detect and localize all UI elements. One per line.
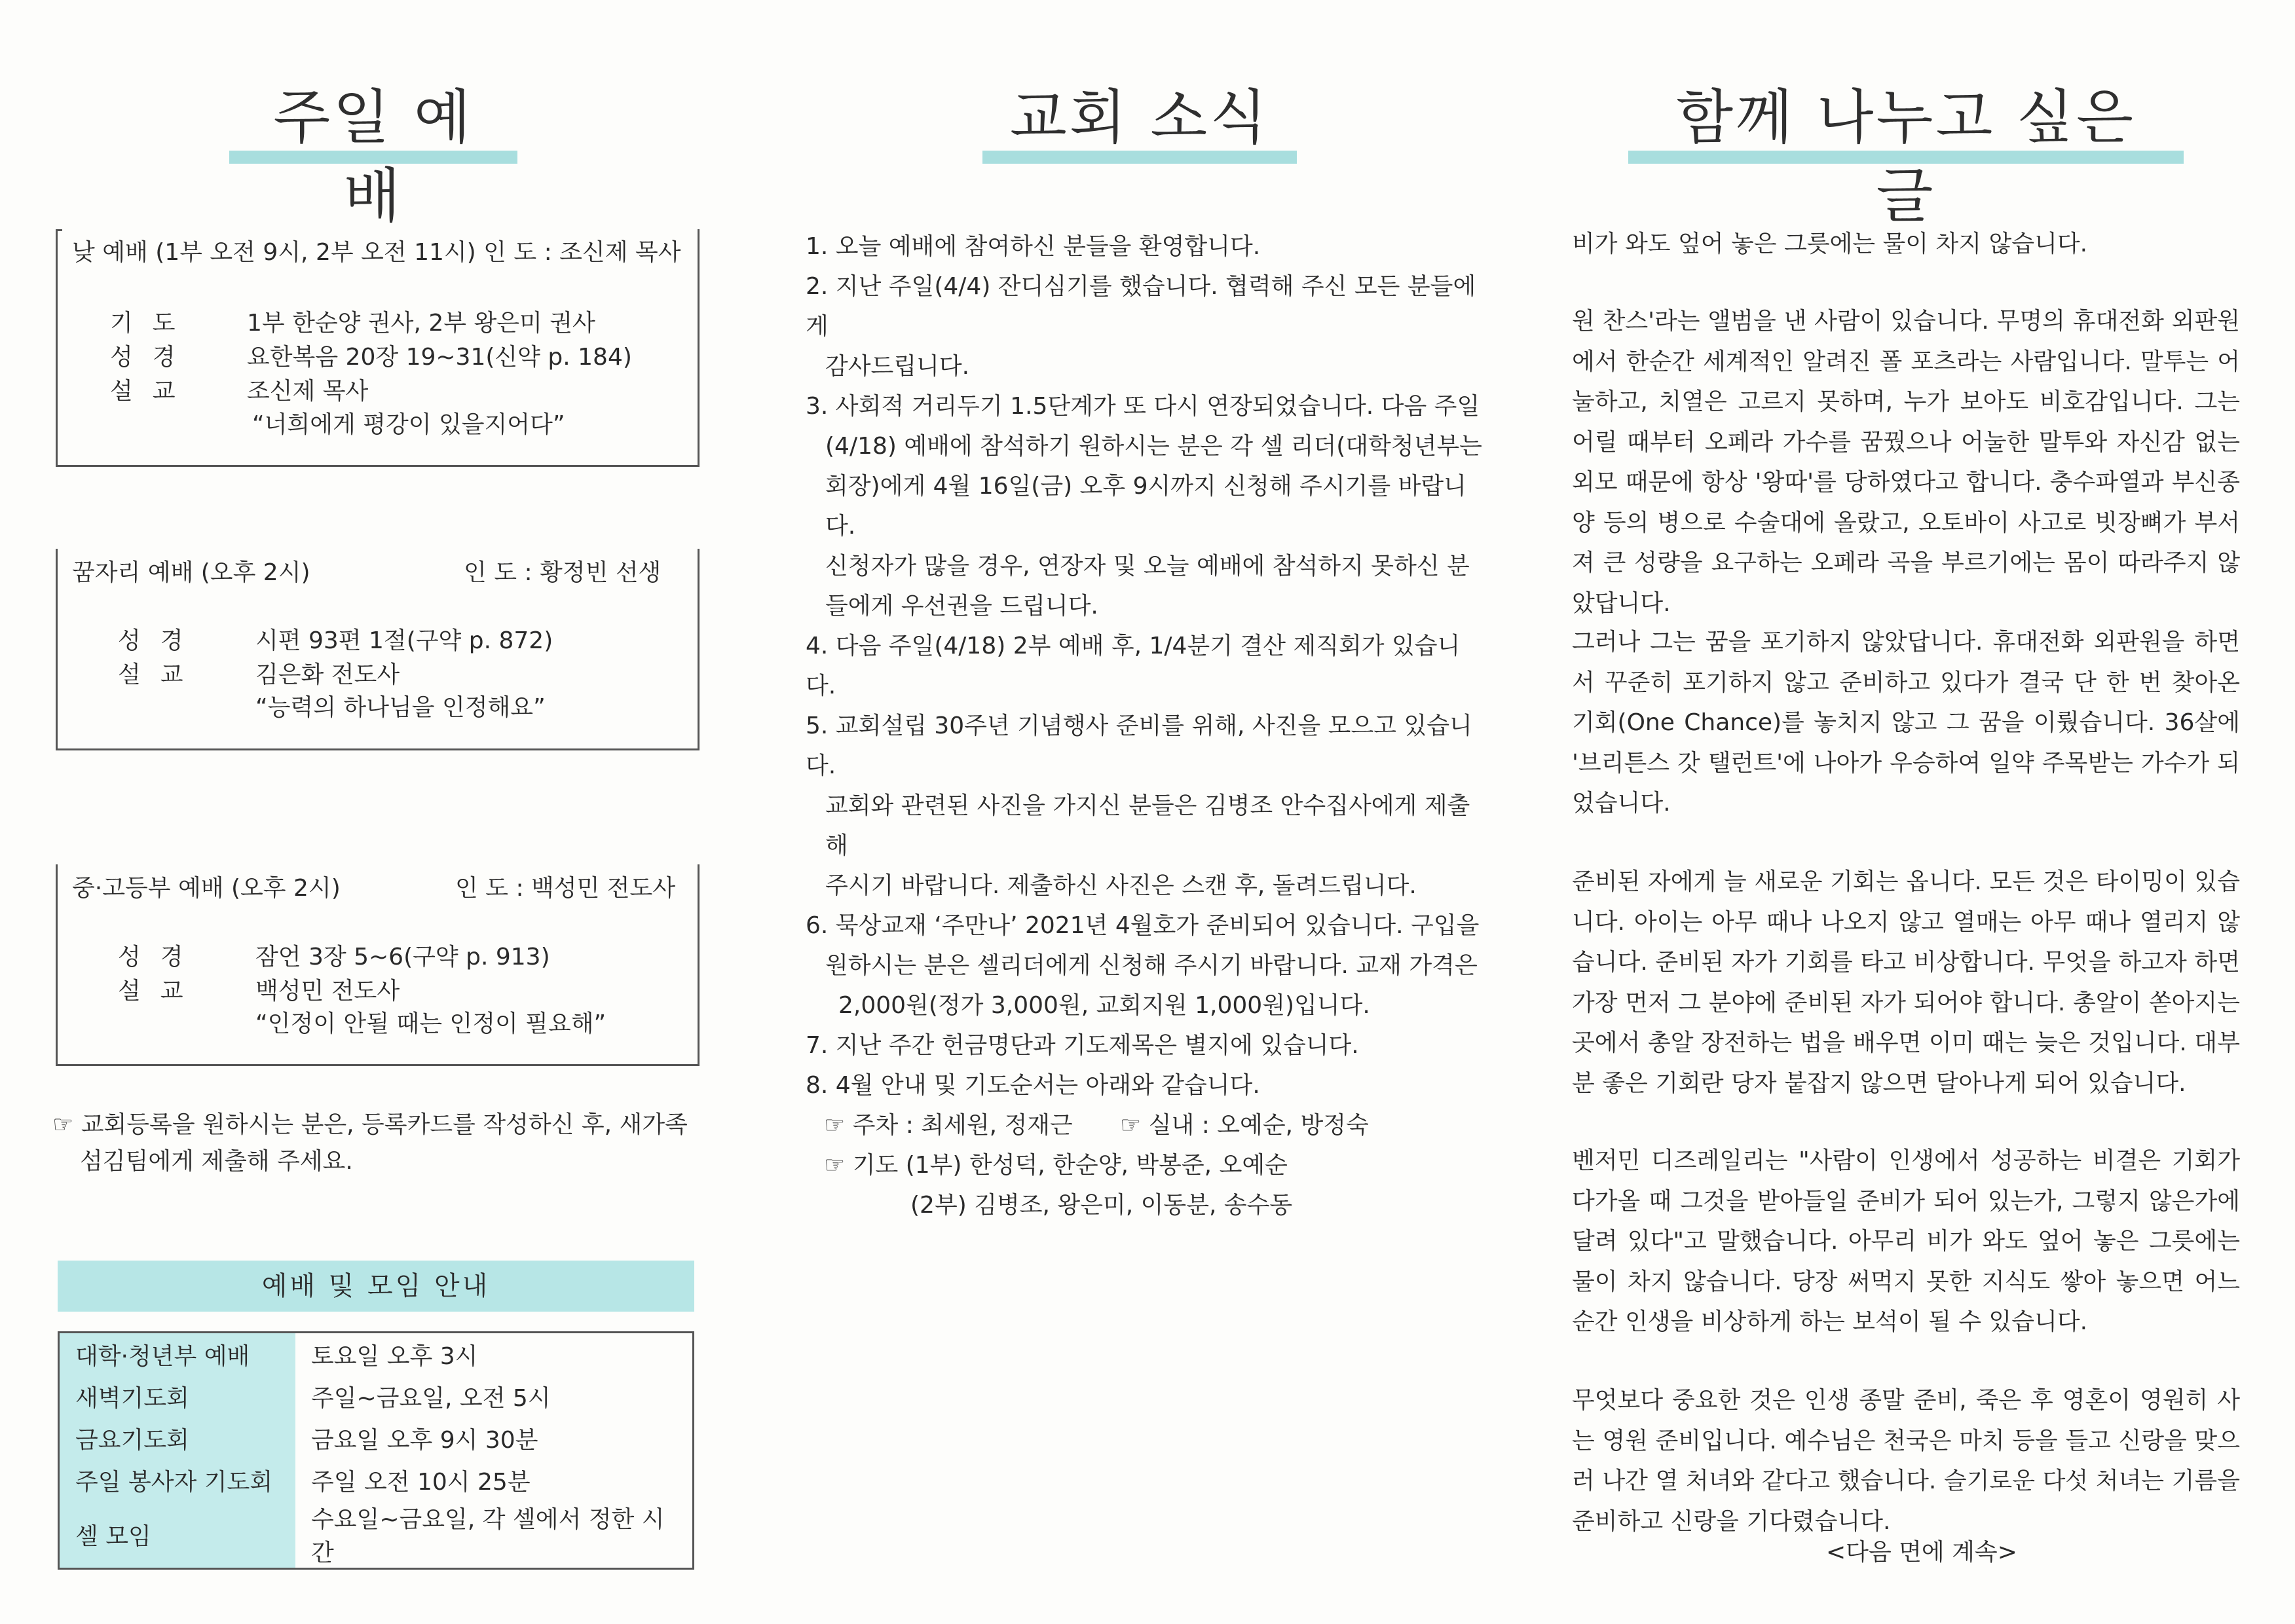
news-item [806, 1105, 1487, 1145]
section-title-church-news: 교회 소식 [1009, 83, 1270, 152]
meeting-name: 대학·청년부 예배 [59, 1333, 296, 1376]
news-item: 6. 묵상교재 ‘주만나’ 2021년 4월호가 준비되어 있습니다. 구입을 [806, 912, 1480, 939]
right-heading-wrap [1628, 79, 2184, 236]
news-item: 들에게 우선권을 드립니다. [825, 593, 1098, 619]
meeting-time: 금요일 오후 9시 30분 [311, 1426, 538, 1454]
news-item: 신청자가 많을 경우, 연장자 및 오늘 예배에 참석하지 못하신 분 [825, 553, 1470, 580]
news-item: 8. 4월 안내 및 기도순서는 아래와 같습니다. [806, 1072, 1260, 1099]
row-label: 성경 [110, 344, 195, 371]
news-item: 5. 교회설립 30주년 기념행사 준비를 위해, 사진을 모으고 있습니다. [806, 712, 1472, 779]
news-item: 교회와 관련된 사진을 가지신 분들은 김병조 안수집사에게 제출해 [825, 792, 1470, 859]
row-label: 설교 [110, 378, 195, 405]
news-list [806, 227, 1487, 1225]
news-item: 2,000원(정가 3,000원, 교회지원 1,000원)입니다. [838, 992, 1370, 1019]
registration-note [52, 1107, 707, 1180]
news-item: 원하시는 분은 셀리더에게 신청해 주시기 바랍니다. 교재 가격은 [825, 952, 1478, 979]
news-item: ☞ 기도 (1부) 한성덕, 한순양, 박봉준, 오예순 [824, 1152, 1288, 1179]
meeting-name: 주일 봉사자 기도회 [59, 1459, 296, 1501]
service-leader: 인 도 : 백성민 전도사 [455, 875, 676, 902]
news-item: 2. 지난 주일(4/4) 잔디심기를 했습니다. 협력해 주신 모든 분들에게 [806, 273, 1476, 340]
meeting-name: 금요기도회 [59, 1417, 296, 1459]
table-row [59, 1417, 694, 1459]
news-item: 주시기 바랍니다. 제출하신 사진은 스캔 후, 돌려드립니다. [825, 872, 1417, 899]
news-item: 7. 지난 주간 헌금명단과 기도제목은 별지에 있습니다. [806, 1032, 1359, 1059]
table-row [59, 1333, 694, 1376]
duty-indoor: ☞ 실내 : 오예순, 방정숙 [1120, 1112, 1369, 1139]
meeting-time: 수요일~금요일, 각 셀에서 정한 시간 [311, 1506, 665, 1566]
note-line: ☞ 교회등록을 원하시는 분은, 등록카드를 작성하신 후, 새가족 [52, 1111, 688, 1138]
essay-paragraph: 준비된 자에게 늘 새로운 기회는 옵니다. 모든 것은 타이밍이 있습니다. 아이는 아무 때나 나오지 않고 열매는 아무 때나 열리지 않습니다. 준비된 자가 기회를 타고 비상합니다. 무엇을 하고자 하면 가장 먼저 그 분야에 준비된 자가 되어야 합니다. 총알이 쏟아지는 곳에서 총알 장전하는 법을 배우면 이미 때는 늦은 것입니다. 대부분 좋은 기회란 당자 붙잡지 않으면 달아나게 되어 있습니다. [1572, 868, 2240, 1097]
table-row [59, 1459, 694, 1501]
middle-column [806, 0, 1487, 1624]
duty-parking: ☞ 주차 : 최세원, 정재근 [824, 1112, 1073, 1139]
right-column [1572, 0, 2253, 1624]
essay-paragraph: 비가 와도 엎어 놓은 그릇에는 물이 차지 않습니다. [1572, 231, 2088, 257]
sermon-title: “너희에게 평강이 있을지어다” [252, 411, 565, 438]
row-label: 성경 [118, 944, 203, 970]
meeting-time: 주일 오전 10시 25분 [311, 1468, 531, 1496]
row-value: 김은화 전도사 [255, 661, 400, 688]
essay-paragraph: 무엇보다 중요한 것은 인생 종말 준비, 죽은 후 영혼이 영원히 사는 영원 준비입니다. 예수님은 천국은 마치 등을 들고 신랑을 맞으러 나간 열 처녀와 같다고 했습니다. 슬기로운 다섯 처녀는 기름을 준비하고 신랑을 기다렸습니다. [1572, 1387, 2240, 1535]
meeting-name: 새벽기도회 [59, 1375, 296, 1417]
continued-note: <다음 면에 계속> [1826, 1539, 2017, 1566]
news-item: (2부) 김병조, 왕은미, 이동분, 송수동 [910, 1192, 1293, 1219]
row-value: 요한복음 20장 19~31(신약 p. 184) [247, 344, 632, 371]
row-label: 설교 [118, 661, 203, 688]
news-item: 4. 다음 주일(4/18) 2부 예배 후, 1/4분기 결산 제직회가 있습니다. [806, 633, 1461, 699]
row-label: 성경 [118, 627, 203, 654]
service-title: 꿈자리 예배 (오후 2시) [72, 559, 310, 586]
row-label: 설교 [118, 978, 203, 1005]
meeting-name: 셀 모임 [59, 1501, 296, 1569]
news-item: 1. 오늘 예배에 참여하신 분들을 환영합니다. [806, 233, 1261, 260]
news-item: 회장)에게 4월 16일(금) 오후 9시까지 신청해 주시기를 바랍니다. [825, 473, 1466, 540]
section-title-shared-writing: 함께 나누고 싶은 글 [1676, 83, 2136, 231]
middle-heading-wrap [982, 79, 1297, 157]
row-value: 시편 93편 1절(구약 p. 872) [255, 627, 553, 654]
left-column [52, 0, 707, 1624]
schedule-table [58, 1331, 694, 1570]
sermon-title: “인정이 안될 때는 인정이 필요해” [255, 1010, 606, 1037]
row-value: 조신제 목사 [247, 378, 369, 405]
news-item: 감사드립니다. [825, 353, 970, 380]
left-heading-wrap [229, 79, 517, 236]
news-item: 3. 사회적 거리두기 1.5단계가 또 다시 연장되었습니다. 다음 주일 [806, 393, 1480, 420]
meeting-time: 토요일 오후 3시 [311, 1342, 478, 1370]
note-line: 섬김팀에게 제출해 주세요. [80, 1148, 353, 1175]
table-row [59, 1375, 694, 1417]
news-item: (4/18) 예배에 참석하기 원하시는 분은 각 셀 리더(대학청년부는 [825, 433, 1482, 460]
row-label: 기도 [110, 310, 195, 337]
sermon-title: “능력의 하나님을 인정해요” [255, 694, 546, 721]
row-value: 잠언 3장 5~6(구약 p. 913) [255, 944, 550, 970]
service-title: 중·고등부 예배 (오후 2시) [72, 875, 341, 902]
guide-title: 예배 및 모임 안내 [58, 1261, 694, 1312]
service-title: 낮 예배 (1부 오전 9시, 2부 오전 11시) 인 도 : 조신제 목사 [72, 239, 681, 266]
row-value: 1부 한순양 권사, 2부 왕은미 권사 [247, 310, 595, 337]
essay-paragraph: 벤저민 디즈레일리는 "사람이 인생에서 성공하는 비결은 기회가 다가올 때 그것을 받아들일 준비가 되어 있는가, 그렇지 않은가에 달려 있다"고 말했습니다. 아무리 비가 와도 엎어 놓은 그릇에는 물이 차지 않습니다. 당장 써먹지 못한 지식도 쌓아 놓으면 어느 순간 인생을 비상하게 하는 보석이 될 수 있습니다. [1572, 1147, 2240, 1335]
meeting-time: 주일~금요일, 오전 5시 [311, 1384, 551, 1412]
service-leader: 인 도 : 황정빈 선생 [464, 559, 662, 586]
table-row [59, 1501, 694, 1569]
essay-paragraph: 그러나 그는 꿈을 포기하지 않았답니다. 휴대전화 외판원을 하면서 꾸준히 포기하지 않고 준비하고 있다가 결국 단 한 번 찾아온 기회(One Chance)를 놓치지 않고 그 꿈을 이뤘습니다. 36살에 '브리튼스 갓 탤런트'에 나아가 우승하여 일약 주목받는 가수가 되었습니다. [1572, 629, 2240, 817]
row-value: 백성민 전도사 [255, 978, 400, 1005]
essay-paragraph: 원 찬스'라는 앨범을 낸 사람이 있습니다. 무명의 휴대전화 외판원에서 한순간 세계적인 알려진 폴 포츠라는 사람입니다. 말투는 어눌하고, 치열은 고르지 못하며, 누가 보아도 비호감입니다. 그는 어릴 때부터 오페라 가수를 꿈꿨으나 어눌한 말투와 자신감 없는 외모 때문에 항상 '왕따'를 당하였다고 합니다. 충수파열과 부신종양 등의 병으로 수술대에 올랐고, 오토바이 사고로 빗장뼈가 부서져 큰 성량을 요구하는 오페라 곡을 부르기에는 몸이 따라주지 않았답니다. [1572, 308, 2240, 617]
section-title-sunday-worship: 주일 예배 [273, 83, 474, 231]
